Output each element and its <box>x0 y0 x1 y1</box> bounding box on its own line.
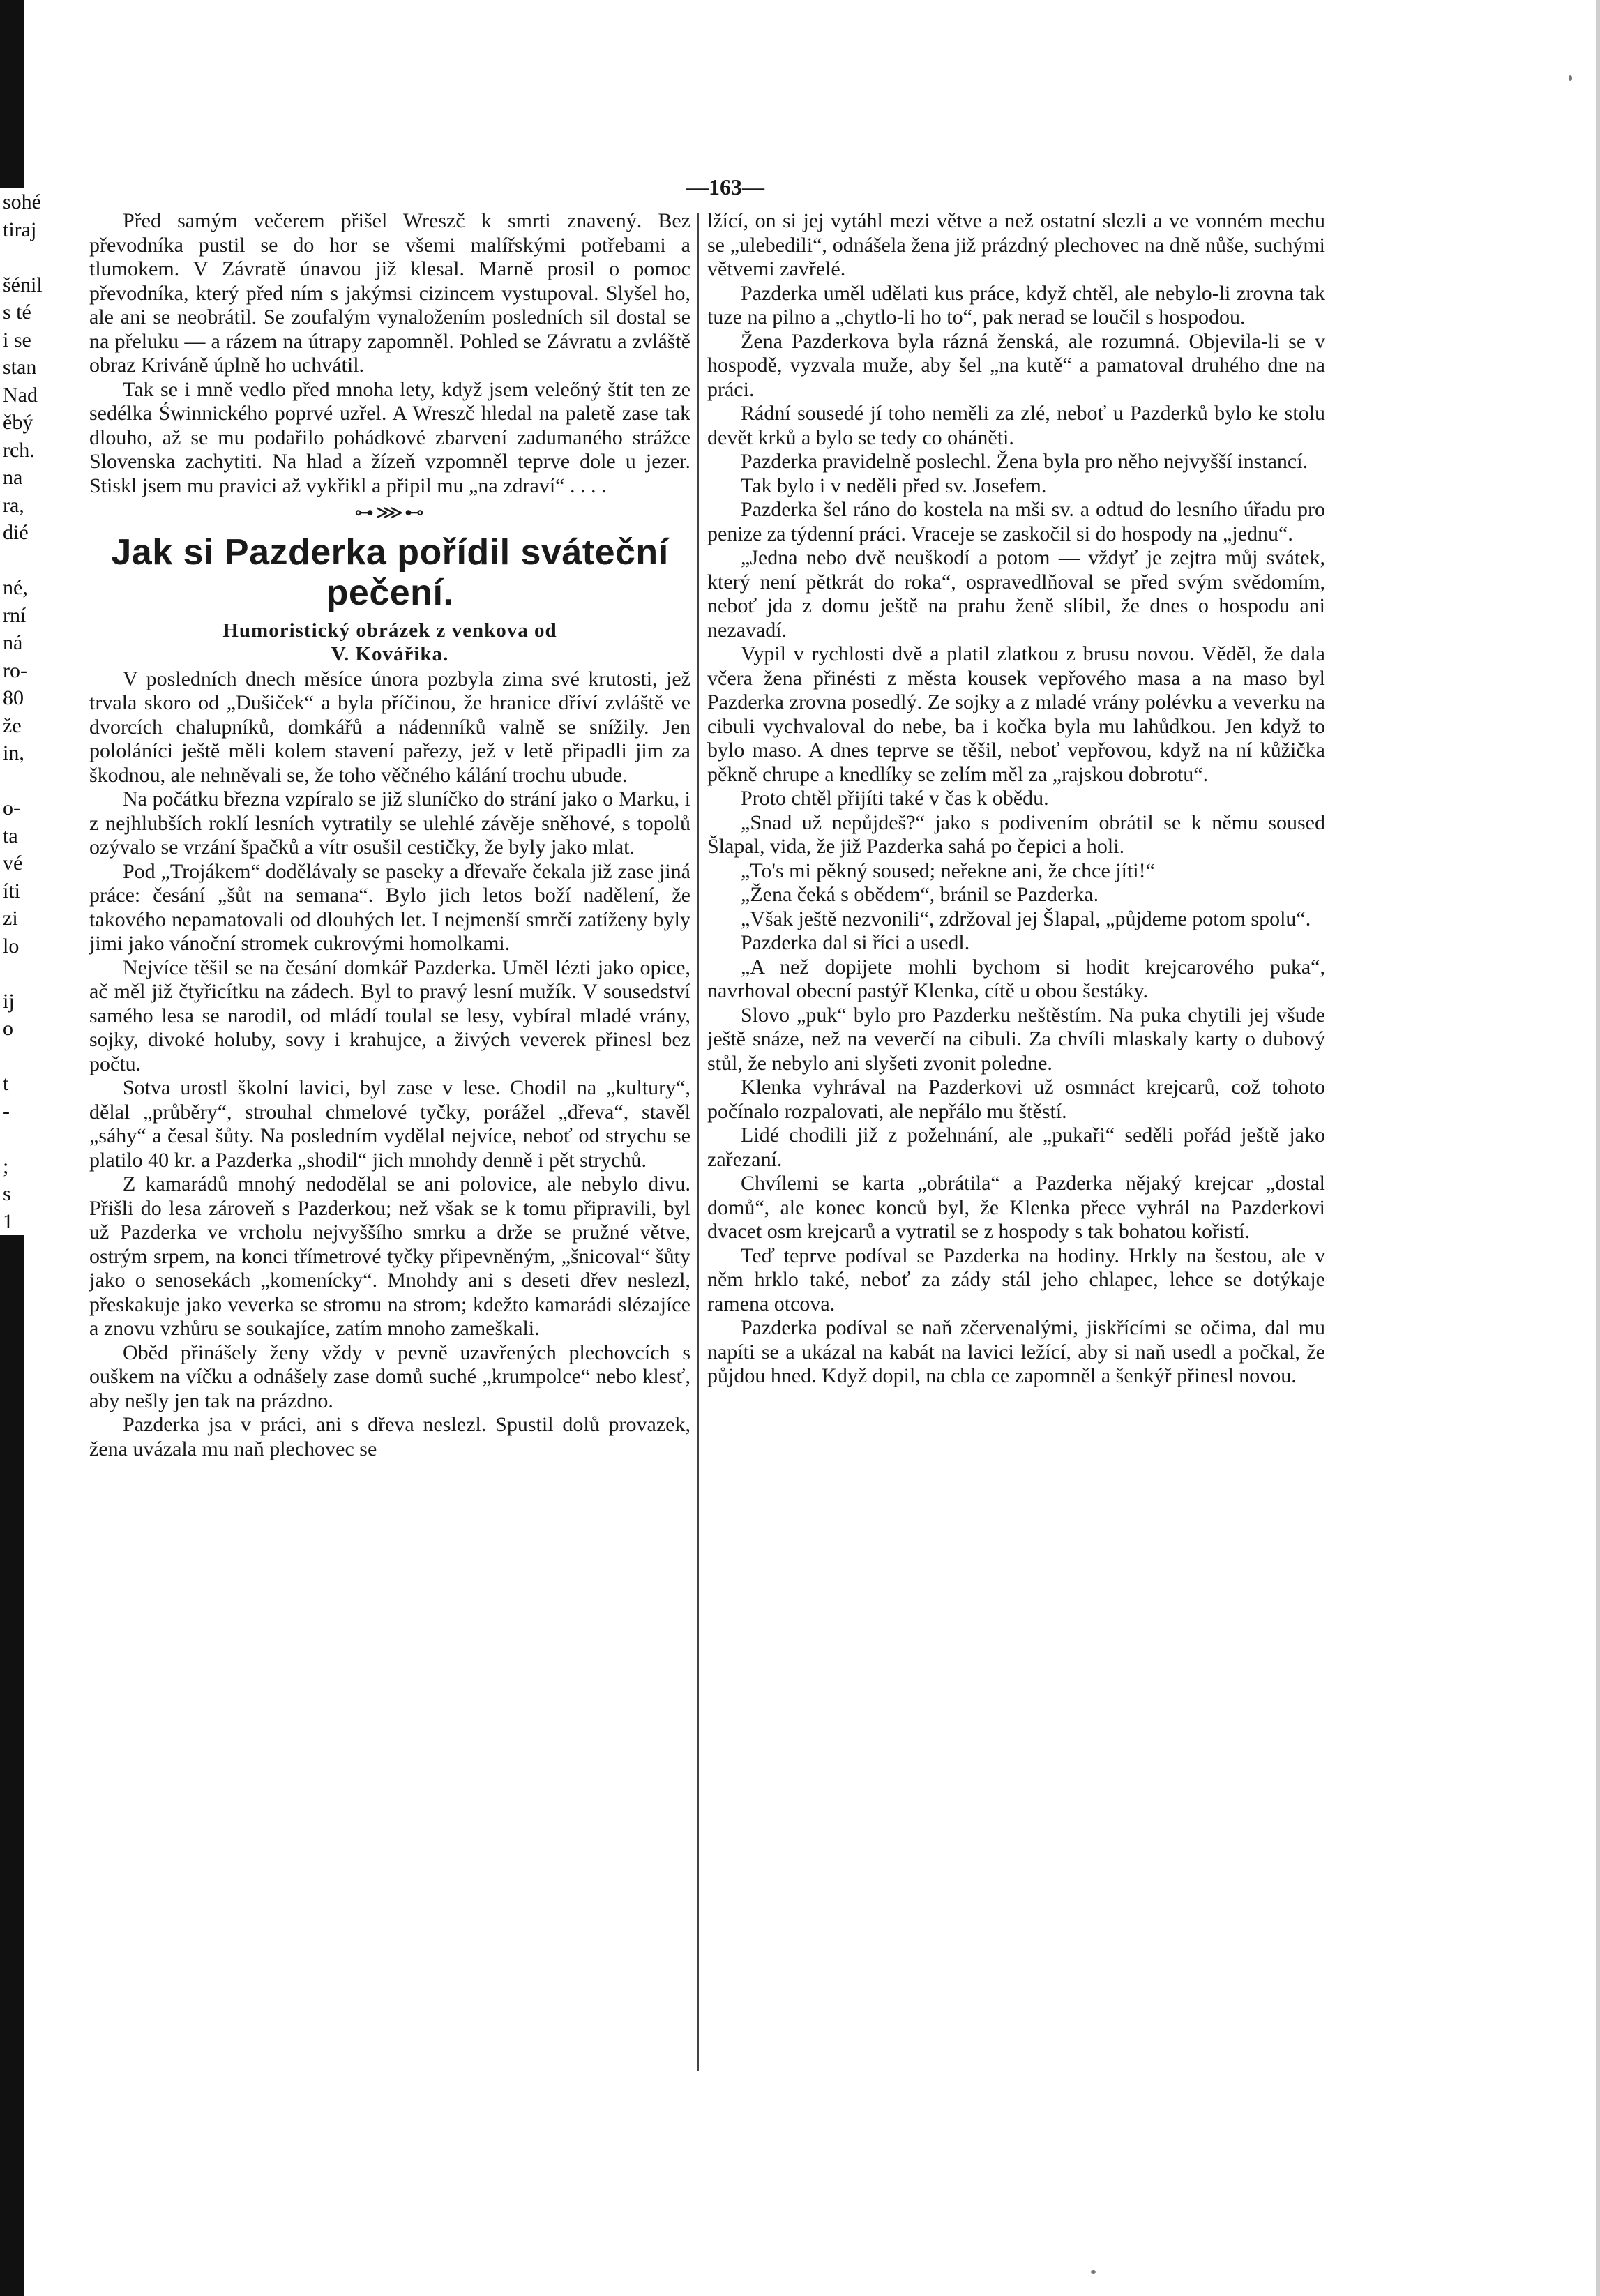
previous-page-fragment: o <box>3 1017 13 1040</box>
previous-page-fragment <box>3 767 46 795</box>
previous-page-fragment: rní <box>3 603 27 627</box>
previous-page-fragment: - <box>3 1099 10 1123</box>
article-subtitle: Humoristický obrázek z venkova od <box>222 619 557 642</box>
article-paragraph: Pazderka jsa v práci, ani s dřeva neslezl. Spustil dolů provazek, žena uvázala mu naň plechovec se <box>89 1413 690 1460</box>
previous-page-fragment: né, <box>3 576 28 599</box>
article-paragraph: Z kamarádů mnohý nedodělal se ani polovice, ale nebylo divu. Přišli do lesa zároveň s Pazderkou; než však se k tomu připravili, byl už Pazderka ve vrcholu nejvyššího smrku a drže se pružné větve, ostrým srpem, na konci třímetrové tyčky připevněným, „šnicoval“ šůty jako o senosekách „komenícky“. Mnohdy ani s deseti dřev neslezl, přeskakuje jako veverka se stromu na strom; kdežto kamarádi slézajíce a znovu vzhůru se soukajíce, zatím mnoho zameškali. <box>89 1172 690 1340</box>
previous-page-fragment: s <box>3 1182 11 1205</box>
article-paragraph: Pazderka uměl udělati kus práce, když chtěl, ale nebylo-li zrovna tak tuze na pilno a „chytlo-li ho to“, pak nerad se loučil s hospodou. <box>707 281 1325 328</box>
article-paragraph: Pod „Trojákem“ dodělávaly se paseky a dřevaře čekala již zase jiná práce: česání „šůt na semana“. Bylo jich letos boží nadělení, že takového nepamatovali od dlouhých let. I nejmenší smrčí zatíženy byly jimi jako vánoční stromek cukrovými homolkami. <box>89 859 690 955</box>
column-divider <box>697 213 699 2071</box>
previous-page-fragment: o- <box>3 796 20 820</box>
article-paragraph: Na počátku března vzpíralo se již sluníčko do strání jako o Marku, i z nejhlubších roklí lesních vytratily se ulehlé závěje sněhové, s topolů ozývalo se vrzání špačků a vítr osušil cestičky, že byly jako mlat. <box>89 787 690 859</box>
article-paragraph: Teď teprve podíval se Pazderka na hodiny. Hrkly na šestou, ale v něm hrklo také, neboť za zády stál jeho chlapec, lehce se dotýkaje ramena otcova. <box>707 1244 1325 1315</box>
previous-page-strip <box>0 188 46 1235</box>
previous-page-fragment: vé <box>3 852 23 875</box>
article-paragraph: „Však ještě nezvonili“, zdržoval jej Šlapal, „půjdeme potom spolu“. <box>741 907 1311 930</box>
article-paragraph: Pazderka dal si říci a usedl. <box>741 931 970 954</box>
article-paragraph: Slovo „puk“ bylo pro Pazderku neštěstím. Na puka chytili jej všude ještě snáze, než na veverčí na cibuli. Za chvíli mlaskaly karty o dubový stůl, že nebylo ani slyšeti zvonit poledne. <box>707 1003 1325 1075</box>
previous-page-fragment: že <box>3 713 22 737</box>
article-paragraph: Pazderka podíval se naň zčervenalými, jiskřícími se očima, dal mu napíti se a ukázal na kabát na lavici ležící, aby si naň usedl a počkal, že půjdou hned. Když dopil, na cbla ce zapomněl a šenkýř přinesl novou. <box>707 1316 1325 1387</box>
previous-page-fragment <box>3 243 46 271</box>
previous-page-fragment: lo <box>3 934 20 958</box>
previous-page-fragment: ro- <box>3 658 27 682</box>
previous-page-fragment: rch. <box>3 438 35 462</box>
article-paragraph: Vypil v rychlosti dvě a platil zlatkou z brusu novou. Věděl, že dala včera žena přinésti z města kousek vepřového masa a na maso byl Pazderka zrovna posedlý. Ze sojky a z mladé vrány polévku a veverku na cibuli vychvaloval do nebe, ba i kočka byla mu lahůdkou. Jen když to bylo maso. A dnes teprve se těšil, neboť vepřovou, když na ní kůžička pěkně chrupe a knedlíky se zelím měl za „rajskou dobrotu“. <box>707 642 1325 786</box>
previous-page-fragment: ; <box>3 1154 9 1178</box>
article-paragraph: Oběd přinášely ženy vždy v pevně uzavřených plechovcích s ouškem na víčku a odnášely zase domů suché „krumpolce“ nebo klesť, aby nešly jen tak na prázdno. <box>89 1340 690 1412</box>
article-paragraph: Proto chtěl přijíti také v čas k obědu. <box>741 787 1049 810</box>
intro-paragraph-1: Před samým večerem přišel Wreszč k smrti znavený. Bez převodníka pustil se do hor se všemi malířskými potřebami a tlumokem. V Závratě únavou již klesal. Marně prosil o pomoc převodníka, který před ním s jakýmsi cizincem vystupoval. Slyšel ho, ale ani se neobrátil. Se zoufalým vynaložením posledních sil dostal se na přeluku — a rázem na útrapy zapomněl. Pohled se Závratu a zvláště obraz Kriváně úplně ho uchvátil. <box>89 209 690 377</box>
previous-page-fragment <box>3 1043 46 1071</box>
article-paragraph: V posledních dnech měsíce února pozbyla zima své krutosti, jež trvala skoro od „Dušiček“ a byla příčinou, že hranice dříví zvláště ve dvorcích chalupníků, domkářů a nádenníků valně se snížily. Jen pololáníci ještě měli kolem stavení pařezy, jež v letě připadli jim za škodnou, ale nehněvali se, že toho věčného kálání trochu ubude. <box>89 667 690 787</box>
previous-page-fragment: Nad <box>3 383 38 407</box>
intro-paragraph-2: Tak se i mně vedlo před mnoha lety, když jsem veleőný štít ten ze sedélka Świnnického poprvé uzřel. A Wreszč hledal na paletě zase tak dlouho, až se mu podařilo pohádkové zbarvení zadumaného strážce Slovenska zachytiti. Na hlad a žízeň vzpomněl teprve dole u jezer. Stiskl jsem mu pravici až vykřikl a připil mu „na zdraví“ . . . . <box>89 377 690 497</box>
article-paragraph: Žena Pazderkova byla rázná ženská, ale rozumná. Objevila-li se v hospodě, vyzvala muže, aby šel „na kutě“ a pamatoval druhého dne na práci. <box>707 329 1325 401</box>
article-paragraph: Sotva urostl školní lavici, byl zase v lese. Chodil na „kultury“, dělal „průběry“, strouhal chmelové tyčky, porážel „dřeva“, stavěl „sáhy“ a česal šůty. Na posledním vydělal nejvíce, neboť od strychu se platilo 40 kr. a Pazderka „shodil“ jich mnohdy denně i pět strychů. <box>89 1076 690 1172</box>
article-paragraph: Klenka vyhrával na Pazderkovi už osmnáct krejcarů, což tohoto počínalo rozpalovati, ale nepřálo mu štěstí. <box>707 1075 1325 1123</box>
previous-page-fragment: t <box>3 1072 9 1095</box>
previous-page-fragment: tiraj <box>3 218 37 241</box>
previous-page-fragment: ná <box>3 631 23 654</box>
previous-page-fragment: ěbý <box>3 411 33 434</box>
previous-page-fragment: in, <box>3 741 24 764</box>
article-paragraph: Tak bylo i v neděli před sv. Josefem. <box>741 474 1047 497</box>
article-paragraph: Chvílemi se karta „obrátila“ a Pazderka nějaký krejcar „dostal domů“, ale konec konců byl, že Klenka přece vyhrál na Pazderkovi dvacet osm krejcarů a vytratil se z hospody s tak bohatou kořistí. <box>707 1172 1325 1243</box>
previous-page-fragment <box>3 960 46 988</box>
previous-page-fragment: dié <box>3 521 29 544</box>
right-column <box>707 209 1325 1389</box>
previous-page-fragment: s té <box>3 301 31 324</box>
previous-page-fragment: sohé <box>3 190 41 213</box>
article-paragraph: „Žena čeká s obědem“, bránil se Pazderka. <box>741 883 1099 906</box>
article-paragraph: „Jedna nebo dvě neuškodí a potom — vždyť je zejtra můj svátek, který není pětkrát do roka“, ospravedlňoval se před svým svědomím, neboť jda z domu ještě na prahu ženě slíbil, že dnes o hospodu ani nezavadí. <box>707 546 1325 642</box>
previous-page-fragment <box>3 1125 46 1153</box>
previous-page-fragment: zi <box>3 907 18 930</box>
previous-page-fragment: šénil <box>3 273 43 296</box>
previous-page-fragment <box>3 547 46 575</box>
article-paragraph: Lidé chodili již z požehnání, ale „pukaři“ seděli pořád ještě jako zařezaní. <box>707 1124 1325 1171</box>
article-paragraph: „To's mi pěkný soused; neřekne ani, že chce jíti!“ <box>741 859 1155 882</box>
article-paragraph: Rádní sousedé jí toho neměli za zlé, neboť u Pazderků bylo ke stolu devět krků a bylo se tedy co oháněti. <box>707 402 1325 449</box>
article-paragraph: Pazderka pravidelně poslechl. Žena byla pro něho nejvyšší instancí. <box>741 450 1308 473</box>
scan-right-edge <box>1596 0 1600 2296</box>
previous-page-fragment: ta <box>3 824 18 847</box>
previous-page-fragment: 1 <box>3 1209 13 1233</box>
article-title: Jak si Pazderka pořídil sváteční pečení. <box>111 531 669 613</box>
article-paragraph: Nejvíce těšil se na česání domkář Pazderka. Uměl lézti jako opice, ač měl již čtyřicítku na zádech. Byl to pravý lesní mužík. V sousedství samého lesa se narodil, od mládí toulal se lesy, vybíral mladé vrány, sojky, divoké holuby, sovy i krahujce, a živých veverek přinesl bez počtu. <box>89 956 690 1075</box>
ornament-divider: ⊶⋙⊷ <box>354 501 425 524</box>
scan-speck <box>1569 75 1572 81</box>
previous-page-fragment: 80 <box>3 686 24 709</box>
previous-page-fragment: ra, <box>3 493 24 517</box>
article-paragraph: lžící, on si jej vytáhl mezi větve a než ostatní slezli a ve vonném mechu se „ulebedili“, odnášela žena již prázdný plechovec na dně nůše, suchými větvemi zavřelé. <box>707 209 1325 280</box>
previous-page-fragment: stan <box>3 356 37 379</box>
scan-speck <box>1091 2270 1096 2274</box>
previous-page-fragment: ij <box>3 989 15 1013</box>
article-author: V. Kovářika. <box>331 642 449 665</box>
previous-page-fragment: na <box>3 466 23 489</box>
previous-page-fragment: i se <box>3 328 31 352</box>
article-paragraph: Pazderka šel ráno do kostela na mši sv. a odtud do lesního úřadu pro penize za týdenní práci. Vraceje se zaskočil si do hospody na „jednu“. <box>707 498 1325 545</box>
article-paragraph: „A než dopijete mohli bychom si hodit krejcarového puka“, navrhoval obecní pastýř Klenka, cítě u obou šestáky. <box>707 955 1325 1002</box>
left-column <box>89 209 690 1461</box>
article-paragraph: „Snad už nepůjdeš?“ jako s podivením obrátil se k němu soused Šlapal, vida, že již Pazderka sahá po čepici a holi. <box>707 810 1325 858</box>
page-number: —163— <box>686 174 764 199</box>
previous-page-fragment: íti <box>3 879 21 902</box>
